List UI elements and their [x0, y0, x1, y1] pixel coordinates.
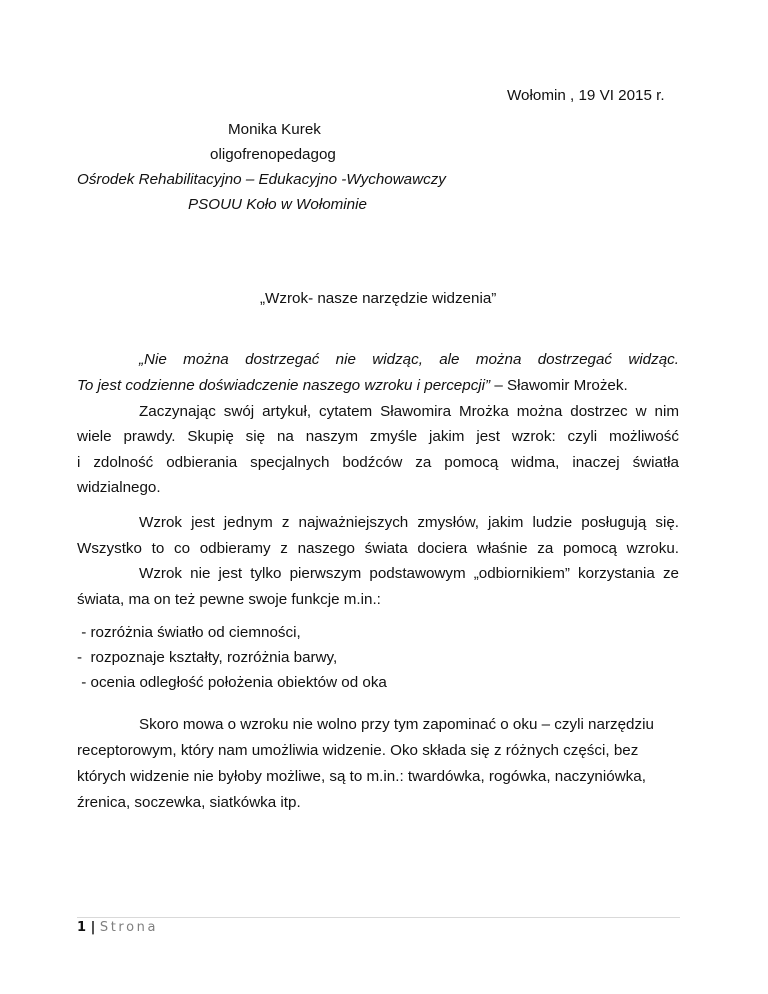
paragraph-2-line-2: Wszystko to co odbieramy z naszego świata dociera właśnie za pomocą wzroku.: [77, 540, 679, 557]
author-name: Monika Kurek: [228, 121, 321, 138]
page-footer: [77, 920, 158, 936]
footer-divider: [77, 917, 680, 918]
document-title: „Wzrok- nasze narzędzie widzenia”: [260, 290, 497, 307]
paragraph-2-line-1: Wzrok jest jednym z najważniejszych zmysłów, jakim ludzie posługują się.: [139, 514, 679, 531]
author-role: oligofrenopedagog: [210, 146, 336, 163]
quote-text: To jest codzienne doświadczenie naszego wzroku i percepcji”: [77, 377, 491, 394]
place-date: Wołomin , 19 VI 2015 r.: [507, 87, 665, 104]
paragraph-3-line-3: których widzenie nie byłoby możliwe, są to m.in.: twardówka, rogówka, naczyniówka,: [77, 768, 646, 785]
footer-separator: |: [86, 920, 100, 935]
list-item: - rozróżnia światło od ciemności,: [77, 624, 301, 641]
quote-author: – Sławomir Mrożek.: [490, 377, 628, 394]
paragraph-2-line-4: świata, ma on też pewne swoje funkcje m.in.:: [77, 591, 381, 608]
paragraph-3-line-4: źrenica, soczewka, siatkówka itp.: [77, 794, 301, 811]
paragraph-3-line-2: receptorowym, który nam umożliwia widzenie. Oko składa się z różnych części, bez: [77, 742, 639, 759]
page-number: 1: [77, 920, 87, 935]
quote-line-1: „Nie można dostrzegać nie widząc, ale można dostrzegać widząc.: [139, 351, 679, 368]
paragraph-1-line-2: wiele prawdy. Skupię się na naszym zmyśle jakim jest wzrok: czyli możliwość: [77, 428, 679, 445]
list-item: - rozpoznaje kształty, rozróżnia barwy,: [77, 649, 338, 666]
paragraph-1-line-3: i zdolność odbierania specjalnych bodźców za pomocą widma, inaczej światła: [77, 454, 679, 471]
quote-line-2: [77, 376, 628, 396]
page-label: Strona: [99, 920, 159, 935]
paragraph-1-line-1: Zaczynając swój artykuł, cytatem Sławomira Mrożka można dostrzec w nim: [139, 403, 679, 420]
institution: Ośrodek Rehabilitacyjno – Edukacyjno -Wychowawczy: [77, 171, 446, 188]
paragraph-1-line-4: widzialnego.: [77, 479, 161, 496]
paragraph-3-line-1: Skoro mowa o wzroku nie wolno przy tym zapominać o oku – czyli narzędziu: [139, 716, 654, 733]
institution-branch: PSOUU Koło w Wołominie: [188, 196, 367, 213]
list-item: - ocenia odległość położenia obiektów od oka: [77, 674, 387, 691]
paragraph-2-line-3: Wzrok nie jest tylko pierwszym podstawowym „odbiornikiem” korzystania ze: [139, 565, 679, 582]
